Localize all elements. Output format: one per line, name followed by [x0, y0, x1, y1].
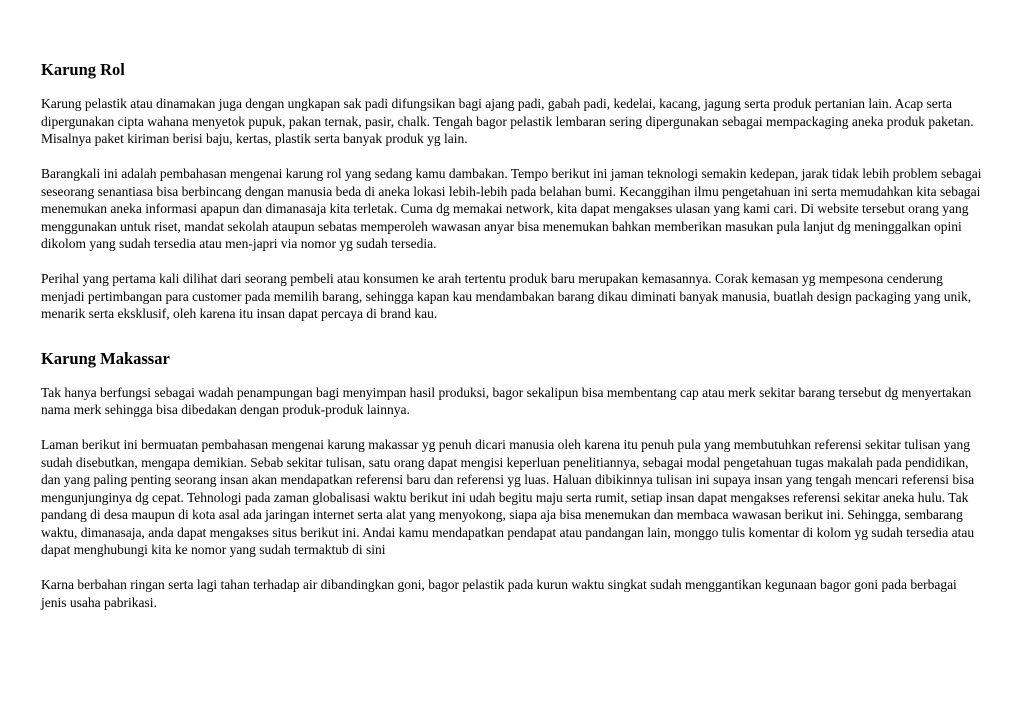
paragraph: Perihal yang pertama kali dilihat dari seorang pembeli atau konsumen ke arah tertentu produk baru merupakan kemasannya. Corak kemasan yg mempesona cenderung menjadi pertimbangan para customer pada memilih barang, sehingga kapan kau mendambakan barang dikau diminati banyak manusia, buatlah design packaging yang unik, menarik serta eksklusif, oleh karena itu insan dapat percaya di brand kau.	[41, 271, 972, 321]
section-heading: Karung Makassar	[41, 348, 170, 368]
paragraph: Karna berbahan ringan serta lagi tahan terhadap air dibandingkan goni, bagor pelastik pada kurun waktu singkat sudah menggantikan kegunaan bagor goni pada berbagai jenis usaha pabrikasi.	[41, 577, 957, 610]
paragraph: Tak hanya berfungsi sebagai wadah penampungan bagi menyimpan hasil produksi, bagor sekalipun bisa membentang cap atau merk sekitar barang tersebut dg menyertakan nama merk sehingga bisa dibedakan dengan produk-produk lainnya.	[41, 384, 972, 417]
section-heading: Karung Rol	[41, 60, 125, 79]
section-karung-makassar	[41, 349, 983, 612]
section-karung-rol	[41, 60, 983, 323]
paragraph: Barangkali ini adalah pembahasan mengenai karung rol yang sedang kamu dambakan. Tempo berikut ini jaman teknologi semakin kedepan, jarak tidak lebih problem sebagai seseorang senantiasa bisa berbincang dengan manusia beda di aneka lokasi lebih-lebih pada belahan bumi. Kecanggihan ilmu pengetahuan ini serta memudahkan kita sebagai menemukan aneka informasi apapun dan dimanasaja kita terletak. Cuma dg memakai network, kita dapat mengakses ulasan yang kami cari. Di website tersebut orang yang menggunakan untuk riset, mandat sekolah ataupun sebatas memperoleh wawasan anyar bisa menemukan bahkan memberikan masukan pula lanjut dg meninggalkan opini dikolom yang sudah tersedia atau men-japri via nomor yg sudah tersedia.	[41, 166, 982, 251]
paragraph: Karung pelastik atau dinamakan juga dengan ungkapan sak padi difungsikan bagi ajang padi, gabah padi, kedelai, kacang, jagung serta produk pertanian lain. Acap serta dipergunakan cipta wahana menyetok pupuk, pakan ternak, pasir, chalk. Tengah bagor pelastik lembaran sering dipergunakan sebagai mempackaging aneka produk paketan. Misalnya paket kiriman berisi baju, kertas, plastik serta banyak produk yg lain.	[41, 96, 974, 146]
paragraph: Laman berikut ini bermuatan pembahasan mengenai karung makassar yg penuh dicari manusia oleh karena itu penuh pula yang membutuhkan referensi sekitar tulisan yang sudah disebutkan, mengapa demikian. Sebab sekitar tulisan, satu orang dapat mengisi keperluan penelitiannya, sebagai modal pengetahuan tugas makalah pada pendidikan, dan yang paling penting seorang insan akan mendapatkan referensi baru dan referensi yg luas. Haluan dibikinnya tulisan ini supaya insan yang tengah mencari referensi bisa mengunjunginya dg cepat. Tehnologi pada zaman globalisasi waktu berikut ini udah begitu maju serta rumit, setiap insan dapat mengakses referensi sekitar aneka hulu. Tak pandang di desa maupun di kota asal ada jaringan internet serta alat yang menyokong, siapa aja bisa menemukan dan membaca wawasan berikut ini. Sehingga, sembarang waktu, dimanasaja, anda dapat mengakses situs berikut ini. Andai kamu mendapatkan pendapat atau pandangan lain, monggo tulis komentar di kolom yg sudah tersedia atau dapat menghubungi kita ke nomor yang sudah termaktub di sini	[41, 437, 975, 557]
